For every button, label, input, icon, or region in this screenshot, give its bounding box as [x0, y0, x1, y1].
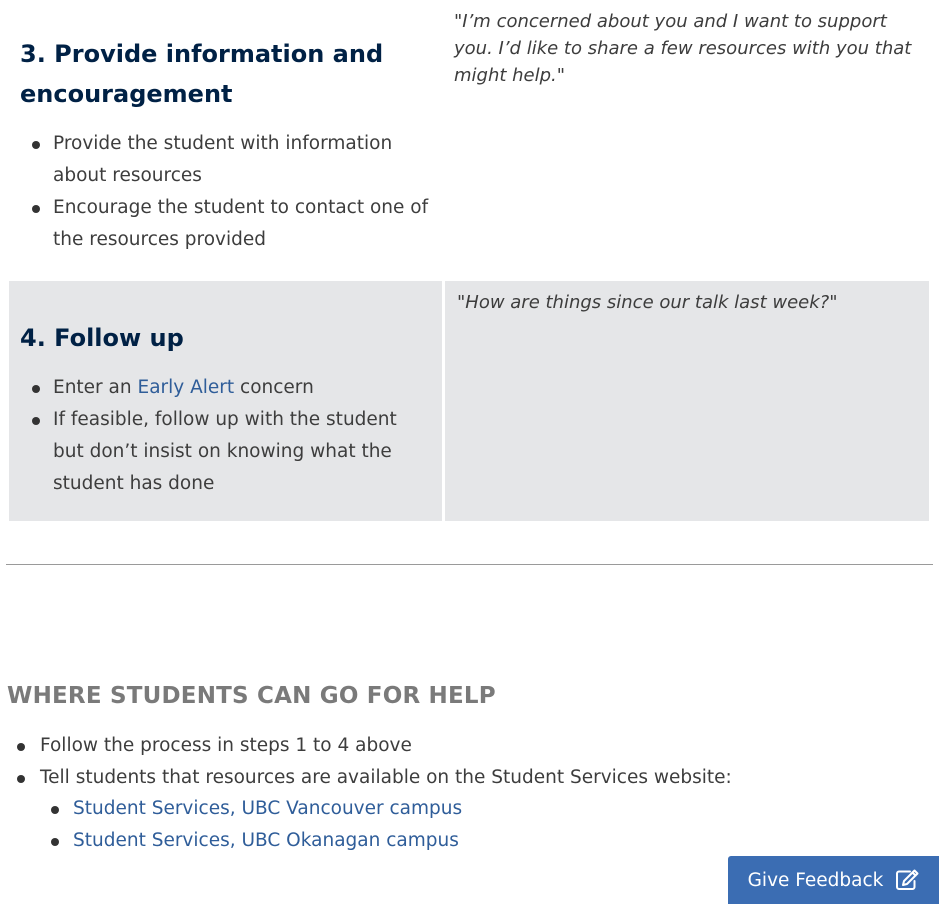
- list-item: Provide the student with information about resources: [20, 128, 431, 192]
- list-item: Follow the process in steps 1 to 4 above: [7, 730, 927, 762]
- step-3-title: 3. Provide information and encouragement: [20, 40, 384, 108]
- section-divider: [6, 564, 933, 565]
- help-section: [7, 680, 927, 857]
- step-3-quote: "I’m concerned about you and I want to support you. I’d like to share a few resources with you that might help.": [454, 11, 912, 86]
- bullet-text: Enter an: [53, 377, 132, 398]
- step-4-description: [9, 281, 442, 521]
- vancouver-campus-link[interactable]: Student Services, UBC Vancouver campus: [73, 798, 463, 819]
- campus-links: [40, 793, 927, 857]
- step-4-quote: "How are things since our talk last week?": [457, 292, 838, 313]
- list-item: [7, 762, 927, 858]
- list-item: Encourage the student to contact one of the resources provided: [20, 192, 431, 256]
- step-3-bullets: [20, 128, 431, 256]
- step-row-3: [9, 0, 929, 281]
- help-list: [7, 730, 927, 857]
- okanagan-campus-link[interactable]: Student Services, UBC Okanagan campus: [73, 830, 459, 851]
- list-item: [40, 825, 927, 857]
- help-heading: WHERE STUDENTS CAN GO FOR HELP: [7, 683, 496, 709]
- list-item: If feasible, follow up with the student but don’t insist on knowing what the student has done: [20, 404, 431, 500]
- list-item: [20, 372, 431, 404]
- give-feedback-label: Give Feedback: [747, 869, 884, 891]
- step-3-description: [9, 0, 442, 281]
- step-4-example: [445, 281, 929, 521]
- list-item: [40, 793, 927, 825]
- list-item-text: Tell students that resources are available on the Student Services website:: [40, 766, 732, 788]
- edit-icon: [895, 869, 919, 891]
- steps-table: [9, 0, 929, 521]
- step-4-bullets: [20, 372, 431, 500]
- step-3-example: [442, 0, 929, 281]
- step-4-title: 4. Follow up: [20, 324, 184, 352]
- step-row-4: [9, 281, 929, 521]
- bullet-text: concern: [240, 377, 314, 398]
- give-feedback-button[interactable]: [728, 856, 939, 904]
- early-alert-link[interactable]: Early Alert: [137, 377, 235, 398]
